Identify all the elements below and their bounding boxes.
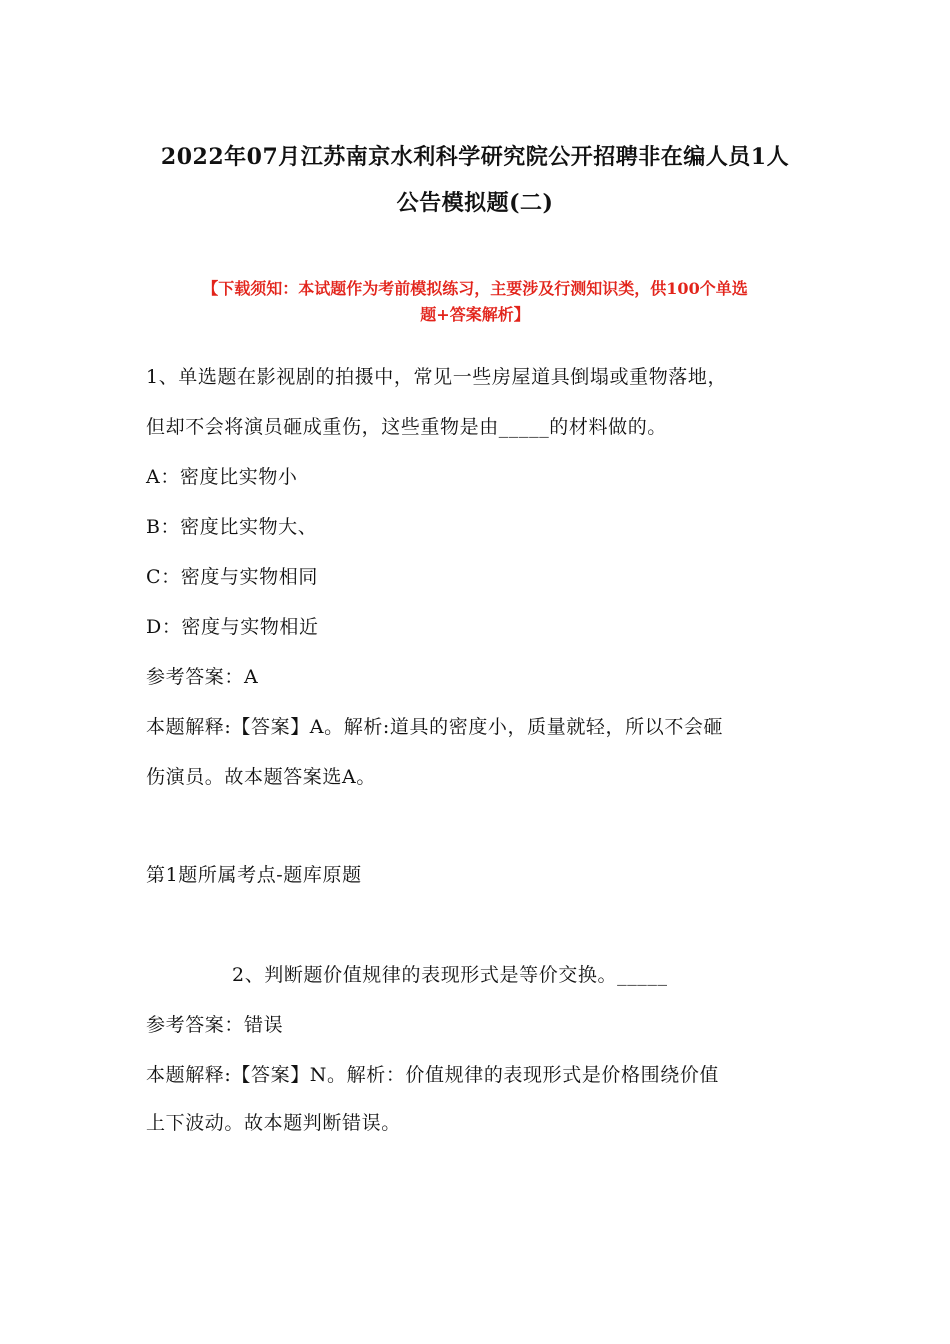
document-title-line-2: 公告模拟题(二) bbox=[396, 190, 554, 216]
q1-option-d: D：密度与实物相近 bbox=[146, 616, 319, 638]
q1-option-c: C：密度与实物相同 bbox=[146, 566, 318, 588]
q2-explanation-line-2: 上下波动。故本题判断错误。 bbox=[146, 1112, 401, 1134]
q2-explanation-line-1: 本题解释:【答案】N。解析：价值规律的表现形式是价格围绕价值 bbox=[146, 1064, 720, 1086]
q2-stem: 2、判断题价值规律的表现形式是等价交换。_____ bbox=[232, 964, 668, 986]
q1-option-b: B：密度比实物大、 bbox=[146, 516, 318, 538]
q1-explanation-line-2: 伤演员。故本题答案选A。 bbox=[146, 766, 376, 788]
q1-stem-line-1: 1、单选题在影视剧的拍摄中，常见一些房屋道具倒塌或重物落地， bbox=[146, 366, 728, 388]
q1-option-a: A：密度比实物小 bbox=[146, 466, 298, 488]
download-notice-line-1: 【下载须知：本试题作为考前模拟练习，主要涉及行测知识类，供100个单选 bbox=[202, 279, 748, 298]
document-title-line-1: 2022年07月江苏南京水利科学研究院公开招聘非在编人员1人 bbox=[160, 144, 790, 170]
q1-explanation-line-1: 本题解释:【答案】A。解析:道具的密度小，质量就轻，所以不会砸 bbox=[146, 716, 724, 738]
q1-stem-line-2: 但却不会将演员砸成重伤，这些重物是由_____的材料做的。 bbox=[146, 416, 667, 438]
download-notice-line-2: 题+答案解析】 bbox=[420, 305, 530, 324]
q1-answer: 参考答案：A bbox=[146, 666, 259, 688]
q2-answer: 参考答案：错误 bbox=[146, 1014, 284, 1036]
q1-knowledge-point: 第1题所属考点-题库原题 bbox=[146, 864, 362, 886]
